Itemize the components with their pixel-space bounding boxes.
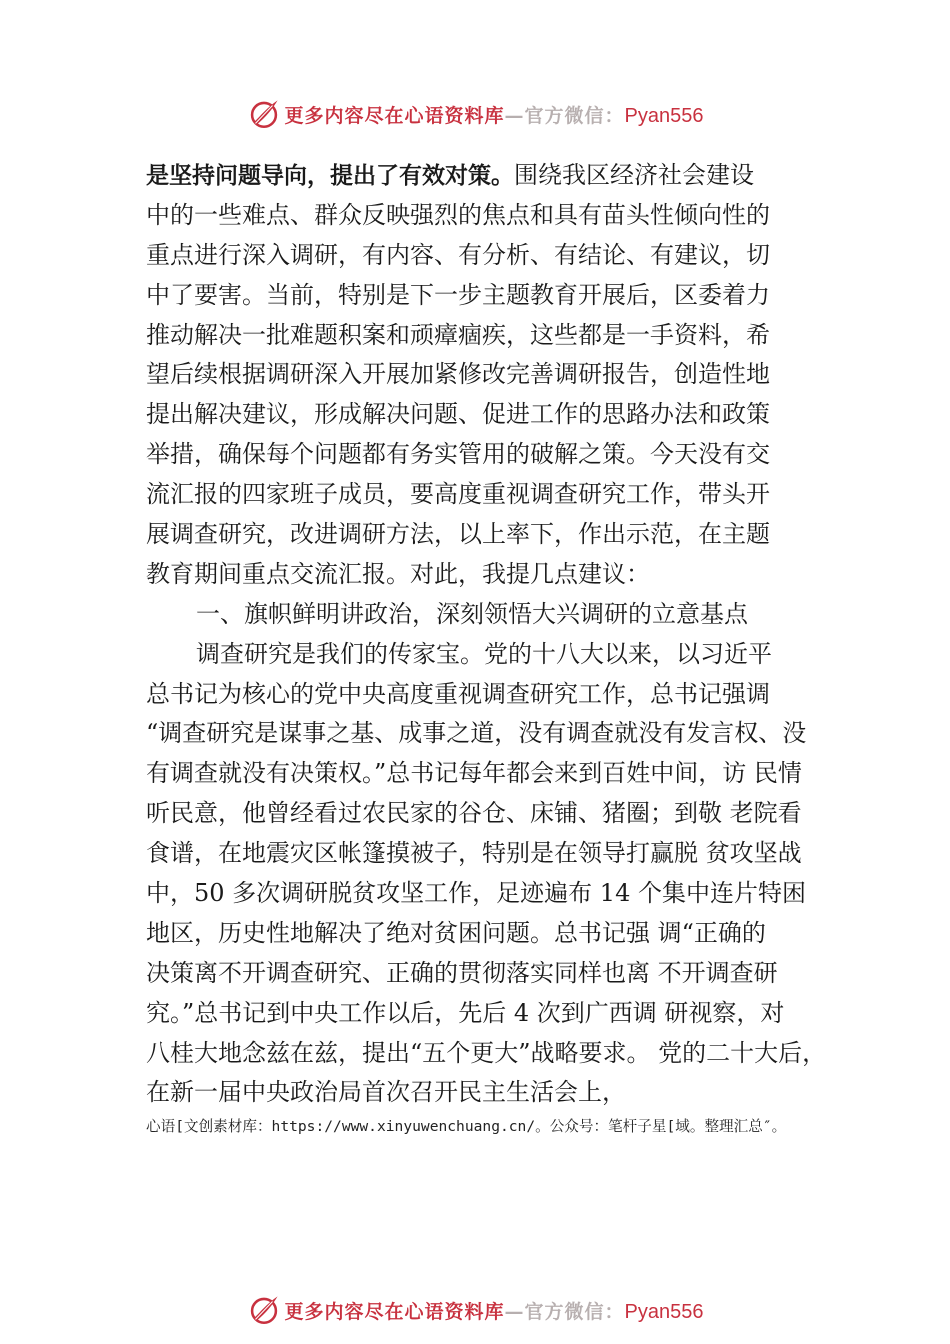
feather-pen-seal-icon (247, 97, 281, 131)
body-line: 食谱，在地震灾区帐篷摸被子，特别是在领导打赢脱 贫攻坚战 (146, 839, 802, 868)
footer-dash: — (504, 1300, 525, 1323)
header-banner-text (285, 101, 704, 128)
body-line: 八桂大地念兹在兹，提出“五个更大”战略要求。 党的二十大后， (146, 1038, 827, 1067)
header-dash: — (504, 104, 525, 127)
footer-wechat-label: 官方微信： (524, 1300, 625, 1323)
paragraph-first-line: 调查研究是我们的传家宝。党的十八大以来，以习近平 (196, 639, 772, 668)
body-line: 中了要害。当前，特别是下一步主题教育开展后，区委着力 (146, 280, 770, 309)
body-line: 举措，确保每个问题都有务实管用的破解之策。今天没有交 (146, 440, 770, 469)
footer-banner-text (285, 1297, 704, 1324)
body-line: “调查研究是谋事之基、成事之道，没有调查就没有发言权、没 (146, 719, 807, 748)
feather-pen-seal-icon (247, 1293, 281, 1327)
body-line: 展调查研究，改进调研方法，以上率下，作出示范，在主题 (146, 520, 770, 549)
body-line: 听民意，他曾经看过农民家的谷仓、床铺、猪圈；到敬 老院看 (146, 799, 802, 828)
body-line: 中，50 多次调研脱贫攻坚工作，足迹遍布 14 个集中连片特困 (146, 879, 806, 908)
lead-bold-text: 是坚持问题导向，提出了有效对策。 (146, 163, 514, 189)
body-line: 在新一届中央政治局首次召开民主生活会上， (146, 1078, 626, 1107)
body-line: 决策离不开调查研究、正确的贯彻落实同样也离 不开调查研 (146, 958, 778, 987)
header-title: 更多内容尽在心语资料库 (284, 104, 505, 127)
body-line: 提出解决建议，形成解决问题、促进工作的思路办法和政策 (146, 400, 770, 429)
body-line: 总书记为核心的党中央高度重视调查研究工作，总书记强调 (146, 679, 770, 708)
header-banner (0, 94, 950, 134)
footer-title: 更多内容尽在心语资料库 (284, 1300, 505, 1323)
body-line: 有调查就没有决策权。”总书记每年都会来到百姓中间，访 民情 (146, 759, 802, 788)
body-line: 究。”总书记到中央工作以后，先后 4 次到广西调 研视察，对 (146, 998, 785, 1027)
body-line (146, 156, 836, 196)
body-line: 中的一些难点、群众反映强烈的焦点和具有苗头性倾向性的 (146, 200, 770, 229)
footer-wechat-id: Pyan556 (624, 1300, 704, 1323)
wechat-id: Pyan556 (624, 104, 704, 127)
body-line: 重点进行深入调研，有内容、有分析、有结论、有建议，切 (146, 240, 770, 269)
body-line: 望后续根据调研深入开展加紧修改完善调研报告，创造性地 (146, 360, 770, 389)
section-heading: 一、旗帜鲜明讲政治，深刻领悟大兴调研的立意基点 (196, 599, 748, 628)
body-line: 地区，历史性地解决了绝对贫困问题。总书记强 调“正确的 (146, 918, 766, 947)
body-line: 流汇报的四家班子成员，要高度重视调查研究工作，带头开 (146, 480, 770, 509)
lead-rest-text: 围绕我区经济社会建设 (514, 161, 754, 189)
body-line: 教育期间重点交流汇报。对此，我提几点建议： (146, 559, 650, 588)
footer-banner (0, 1290, 950, 1330)
body-line: 推动解决一批难题积案和顽瘴痼疾，这些都是一手资料，希 (146, 320, 770, 349)
document-body (146, 156, 836, 1113)
source-footnote: 心语[文创素材库：https://www.xinyuwenchuang.cn/。公众号：笔杆子星[域。整理汇总″。 (146, 1118, 787, 1135)
wechat-label: 官方微信： (524, 104, 625, 127)
